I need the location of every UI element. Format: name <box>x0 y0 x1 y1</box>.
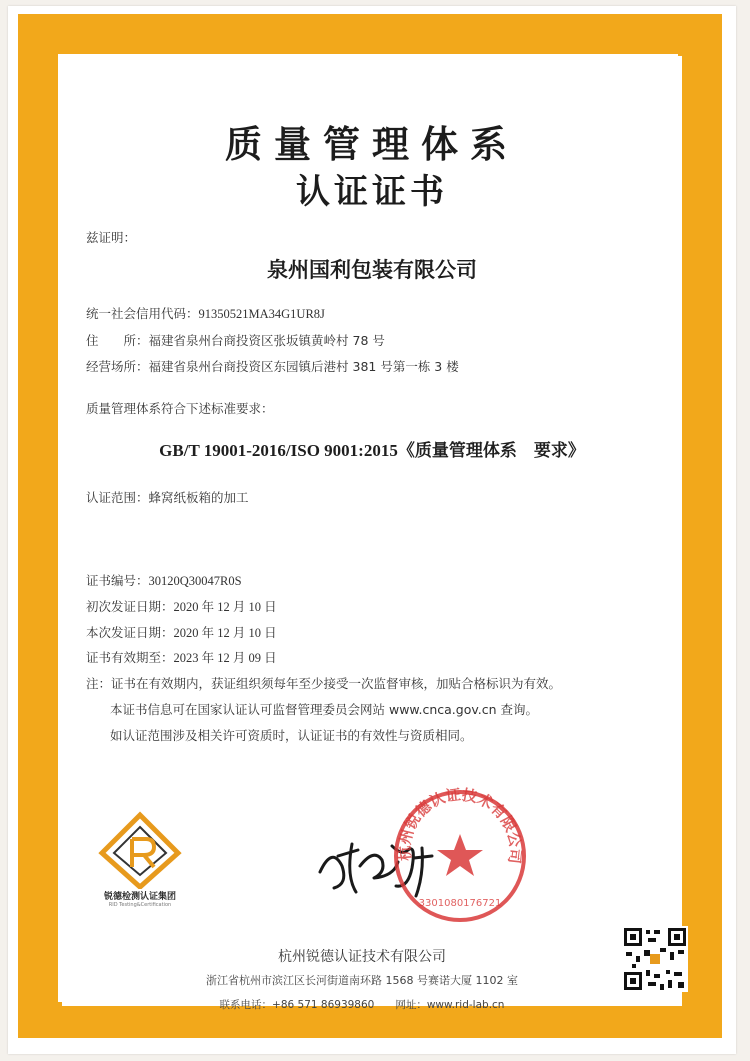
qr-code-icon <box>622 926 688 992</box>
current-issue-row <box>86 623 277 641</box>
scope-row <box>86 488 249 506</box>
cert-no-label: 证书编号： <box>86 573 149 588</box>
certify-label: 兹证明： <box>86 230 137 245</box>
valid-until-row <box>86 648 277 666</box>
cert-no-value: 30120Q30047R0S <box>148 574 242 588</box>
company-seal <box>390 786 530 926</box>
current-issue-value: 2020 年 12 月 10 日 <box>173 626 277 640</box>
credit-code-label: 统一社会信用代码： <box>86 306 199 321</box>
certificate-title-line1: 质量管理体系 <box>225 123 519 166</box>
first-issue-row <box>86 597 277 615</box>
current-issue-label: 本次发证日期： <box>86 625 174 640</box>
credit-code-row <box>86 304 325 322</box>
business-address-value: 福建省泉州台商投资区东园镇后港村 381 号第一栋 3 楼 <box>148 359 459 374</box>
address-label: 住 所： <box>86 333 149 348</box>
scope-label: 认证范围： <box>86 490 149 505</box>
certificate-body <box>62 56 682 1011</box>
cert-no-row <box>86 571 242 589</box>
conformity-text: 质量管理体系符合下述标准要求： <box>86 401 274 416</box>
first-issue-value: 2020 年 12 月 10 日 <box>173 600 277 614</box>
company-name: 泉州国利包装有限公司 <box>267 258 477 282</box>
issuer-contact: 联系电话：+86 571 86939860 网址：www.rid-lab.cn <box>219 999 505 1011</box>
logo-title: 锐德检测认证集团 <box>103 892 176 902</box>
scope-value: 蜂窝纸板箱的加工 <box>148 490 249 505</box>
rid-logo <box>92 811 188 941</box>
issuer-name: 杭州锐德认证技术有限公司 <box>278 949 446 965</box>
business-address-label: 经营场所： <box>86 359 149 374</box>
address-row <box>86 331 385 349</box>
certificate-title-line2: 认证证书 <box>296 172 448 212</box>
note-line-2: 本证书信息可在国家认证认可监督管理委员会网站 www.cnca.gov.cn 查询。 <box>110 702 539 717</box>
address-value: 福建省泉州台商投资区张坂镇黄岭村 78 号 <box>148 333 385 348</box>
issuer-address: 浙江省杭州市滨江区长河街道南环路 1568 号赛诺大厦 1102 室 <box>206 974 518 987</box>
rid-diamond-icon <box>92 811 188 889</box>
logo-subtitle: RID Testing&Certification <box>108 902 172 908</box>
svg-text:3301080176721: 3301080176721 <box>418 898 502 909</box>
standard-text: GB/T 19001-2016/ISO 9001:2015《质量管理体系 要求》 <box>159 441 585 460</box>
credit-code-value: 91350521MA34G1UR8J <box>198 307 325 321</box>
note-line-1: 注：证书在有效期内，获证组织须每年至少接受一次监督审核，加贴合格标识为有效。 <box>86 676 562 691</box>
business-address-row <box>86 357 459 375</box>
note-line-3: 如认证范围涉及相关许可资质时，认证证书的有效性与资质相同。 <box>110 728 473 743</box>
svg-text:杭州锐德认证技术有限公司: 杭州锐德认证技术有限公司 <box>395 786 525 865</box>
valid-until-value: 2023 年 12 月 09 日 <box>173 651 277 665</box>
valid-until-label: 证书有效期至： <box>86 650 174 665</box>
first-issue-label: 初次发证日期： <box>86 599 174 614</box>
